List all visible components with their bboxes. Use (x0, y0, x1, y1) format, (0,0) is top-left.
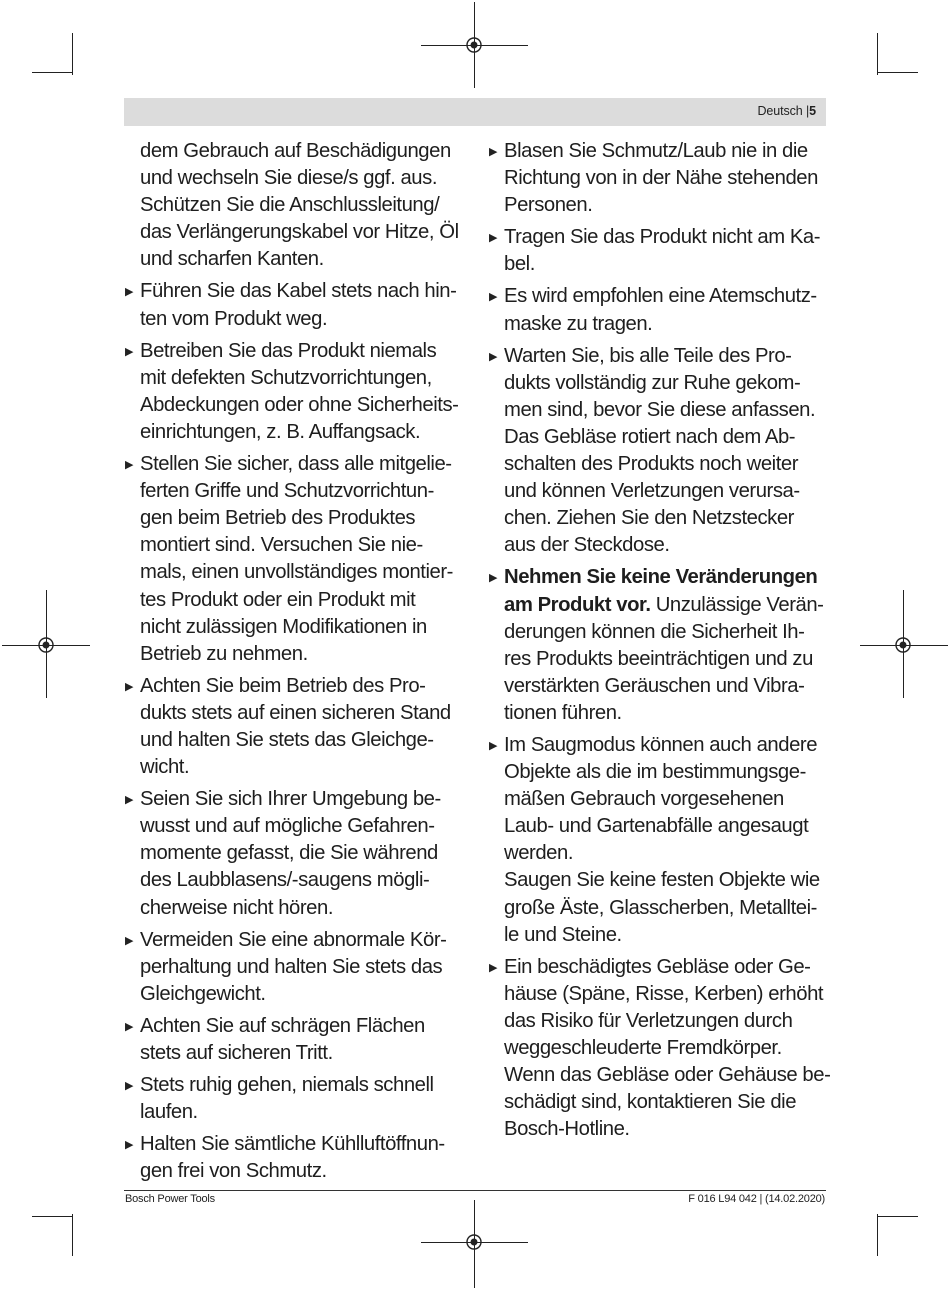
bullet-arrow-icon: ▶ (125, 286, 134, 299)
text-line: men sind, bevor Sie diese anfassen. (504, 398, 816, 421)
bullet-item (489, 138, 825, 219)
text-line: Warten Sie, bis alle Teile des Pro- (504, 344, 792, 367)
text-line: Blasen Sie Schmutz/Laub nie in die (504, 140, 808, 162)
bullet-item (125, 1072, 461, 1126)
crop-mark (878, 72, 918, 73)
text-line: momente gefasst, die Sie während (140, 842, 438, 865)
header-language: Deutsch (757, 104, 803, 118)
text-line: häuse (Späne, Risse, Kerben) erhöht (504, 982, 824, 1005)
text-line: ten vom Produkt weg. (140, 307, 328, 330)
bullet-item (125, 278, 461, 332)
bullet-arrow-icon: ▶ (489, 961, 498, 974)
text-line: dukts stets auf einen sicheren Stand (140, 701, 451, 724)
bullet-item (489, 343, 825, 560)
text-line: werden. (504, 842, 574, 865)
bullet-arrow-icon: ▶ (125, 459, 134, 472)
text-line: des Laubblasens/-saugens mögli- (140, 869, 430, 892)
text-line: bel. (504, 253, 535, 276)
text-line: gen beim Betrieb des Produktes (140, 507, 416, 530)
text-line: perhaltung und halten Sie stets das (140, 955, 443, 978)
text-line: verstärkten Geräuschen und Vibra- (504, 674, 805, 697)
text-line: Abdeckungen oder ohne Sicherheits- (140, 393, 459, 416)
bullet-arrow-icon: ▶ (125, 1139, 134, 1152)
text-line: große Äste, Glasscherben, Metalltei- (504, 896, 817, 919)
bullet-arrow-icon: ▶ (125, 934, 134, 947)
crop-mark (878, 1216, 918, 1217)
text-line: mäßen Gebrauch vorgesehenen (504, 788, 784, 811)
bullet-arrow-icon: ▶ (125, 1020, 134, 1033)
text-run: Unzulässige Verän- (650, 593, 824, 616)
text-line: res Produkts beeinträchtigen und zu (504, 647, 813, 670)
text-line: Betreiben Sie das Produkt niemals (140, 339, 437, 362)
crop-mark (877, 1214, 878, 1256)
text-line: Tragen Sie das Produkt nicht am Ka- (504, 226, 821, 249)
text-line: Im Saugmodus können auch andere (504, 733, 818, 756)
crop-mark (72, 33, 73, 75)
text-line: schalten des Produkts noch weiter (504, 453, 799, 476)
text-line (504, 592, 825, 619)
text-line: ferten Griffe und Schutzvorrichtun- (140, 480, 434, 503)
bullet-item (489, 224, 825, 278)
text-line: stets auf sicheren Tritt. (140, 1042, 333, 1064)
text-line: schädigt sind, kontaktieren Sie die (504, 1091, 797, 1114)
text-line: und wechseln Sie diese/s ggf. aus. (140, 167, 437, 190)
text-line: und können Verletzungen verursa- (504, 480, 800, 503)
text-line: tes Produkt oder ein Produkt mit (140, 588, 416, 611)
text-line: Achten Sie beim Betrieb des Pro- (140, 674, 426, 697)
text-line: Vermeiden Sie eine abnormale Kör- (140, 928, 447, 951)
header-separator: | (805, 104, 810, 118)
text-line: Es wird empfohlen eine Atemschutz- (504, 285, 817, 308)
text-line: le und Steine. (504, 923, 622, 946)
text-line: wusst und auf mögliche Gefahren- (140, 815, 435, 838)
bullet-item (125, 1131, 461, 1185)
bullet-arrow-icon: ▶ (125, 794, 134, 807)
bullet-arrow-icon: ▶ (489, 350, 498, 363)
text-line: chen. Ziehen Sie den Netzstecker (504, 507, 794, 530)
page-number: 5 (809, 104, 816, 118)
text-line: Objekte als die im bestimmungsge- (504, 761, 806, 784)
text-line: mals, einen unvollständiges montier- (140, 561, 453, 584)
bullet-item (489, 954, 831, 1144)
text-line: Gleichgewicht. (140, 982, 266, 1005)
text-line: Seien Sie sich Ihrer Umgebung be- (140, 788, 441, 811)
bullet-arrow-icon: ▶ (125, 680, 134, 693)
crop-mark (72, 1214, 73, 1256)
text-line: maske zu tragen. (504, 312, 653, 335)
text-line: montiert sind. Versuchen Sie nie- (140, 534, 423, 557)
bullet-item (125, 338, 461, 446)
page-header (124, 98, 826, 126)
bullet-arrow-icon: ▶ (489, 291, 498, 304)
text-line: Ein beschädigtes Gebläse oder Ge- (504, 955, 811, 978)
bullet-item (125, 786, 461, 921)
text-line: weggeschleuderte Fremdkörper. (504, 1037, 782, 1059)
text-line: das Risiko für Verletzungen durch (504, 1009, 793, 1032)
bullet-arrow-icon: ▶ (125, 345, 134, 358)
text-line: Personen. (504, 194, 593, 217)
bullet-arrow-icon: ▶ (489, 739, 498, 752)
text-line (504, 564, 825, 591)
crop-mark (32, 1216, 72, 1217)
text-line: das Verlängerungskabel vor Hitze, Öl (140, 221, 459, 244)
left-column (125, 138, 461, 1190)
text-line: dem Gebrauch auf Beschädigungen (140, 140, 451, 162)
header-label (757, 104, 816, 118)
footer-doc-number: F 016 L94 042 | (14.02.2020) (688, 1193, 825, 1205)
crop-mark (877, 33, 878, 75)
text-line: Stets ruhig gehen, niemals schnell (140, 1074, 434, 1097)
text-line: und halten Sie stets das Gleichge- (140, 728, 434, 751)
bullet-arrow-icon: ▶ (489, 146, 498, 158)
text-line: und scharfen Kanten. (140, 248, 324, 271)
text-line: derungen können die Sicherheit Ih- (504, 620, 805, 643)
bullet-item (125, 1013, 461, 1067)
bold-warning: am Produkt vor. (504, 593, 651, 616)
text-line: Wenn das Gebläse oder Gehäuse be- (504, 1064, 831, 1087)
bullet-item (489, 283, 825, 337)
footer-brand: Bosch Power Tools (125, 1193, 215, 1205)
text-line: wicht. (140, 756, 190, 779)
footer-divider (124, 1190, 826, 1191)
text-line: einrichtungen, z. B. Auffangsack. (140, 420, 421, 443)
text-line: nicht zulässigen Modifikationen in (140, 615, 427, 638)
registration-mark-icon (465, 36, 483, 54)
text-line: cherweise nicht hören. (140, 896, 334, 919)
bullet-item (489, 564, 825, 727)
continuation-paragraph (125, 138, 461, 273)
bullet-item (125, 673, 461, 781)
text-line: Achten Sie auf schrägen Flächen (140, 1014, 425, 1037)
bullet-arrow-icon: ▶ (489, 232, 498, 245)
text-line: Halten Sie sämtliche Kühlluftöffnun- (140, 1133, 445, 1156)
crop-mark (32, 72, 72, 73)
text-line: gen frei von Schmutz. (140, 1160, 327, 1183)
text-line: mit defekten Schutzvorrichtungen, (140, 366, 432, 389)
bullet-item (125, 927, 461, 1008)
text-line: Saugen Sie keine festen Objekte wie (504, 869, 820, 892)
text-line: Betrieb zu nehmen. (140, 642, 308, 665)
text-line: Richtung von in der Nähe stehenden (504, 167, 818, 190)
text-line: aus der Steckdose. (504, 534, 670, 557)
text-line: laufen. (140, 1101, 198, 1124)
text-line: Stellen Sie sicher, dass alle mitgelie- (140, 453, 452, 476)
bullet-arrow-icon: ▶ (489, 572, 498, 585)
text-line: tionen führen. (504, 701, 622, 724)
bullet-arrow-icon: ▶ (125, 1080, 134, 1093)
text-line: Führen Sie das Kabel stets nach hin- (140, 280, 457, 303)
right-column (489, 138, 831, 1148)
registration-mark-icon (465, 1233, 483, 1251)
registration-mark-icon (37, 636, 55, 654)
text-line: Laub- und Gartenabfälle angesaugt (504, 815, 809, 838)
text-line: dukts vollständig zur Ruhe gekom- (504, 371, 801, 394)
text-line: Bosch-Hotline. (504, 1118, 630, 1141)
bold-warning: Nehmen Sie keine Veränderungen (504, 566, 818, 589)
bullet-item (125, 451, 461, 668)
registration-mark-icon (894, 636, 912, 654)
bullet-item (489, 732, 825, 949)
text-line: Das Gebläse rotiert nach dem Ab- (504, 425, 796, 448)
text-line: Schützen Sie die Anschlussleitung/ (140, 194, 440, 217)
